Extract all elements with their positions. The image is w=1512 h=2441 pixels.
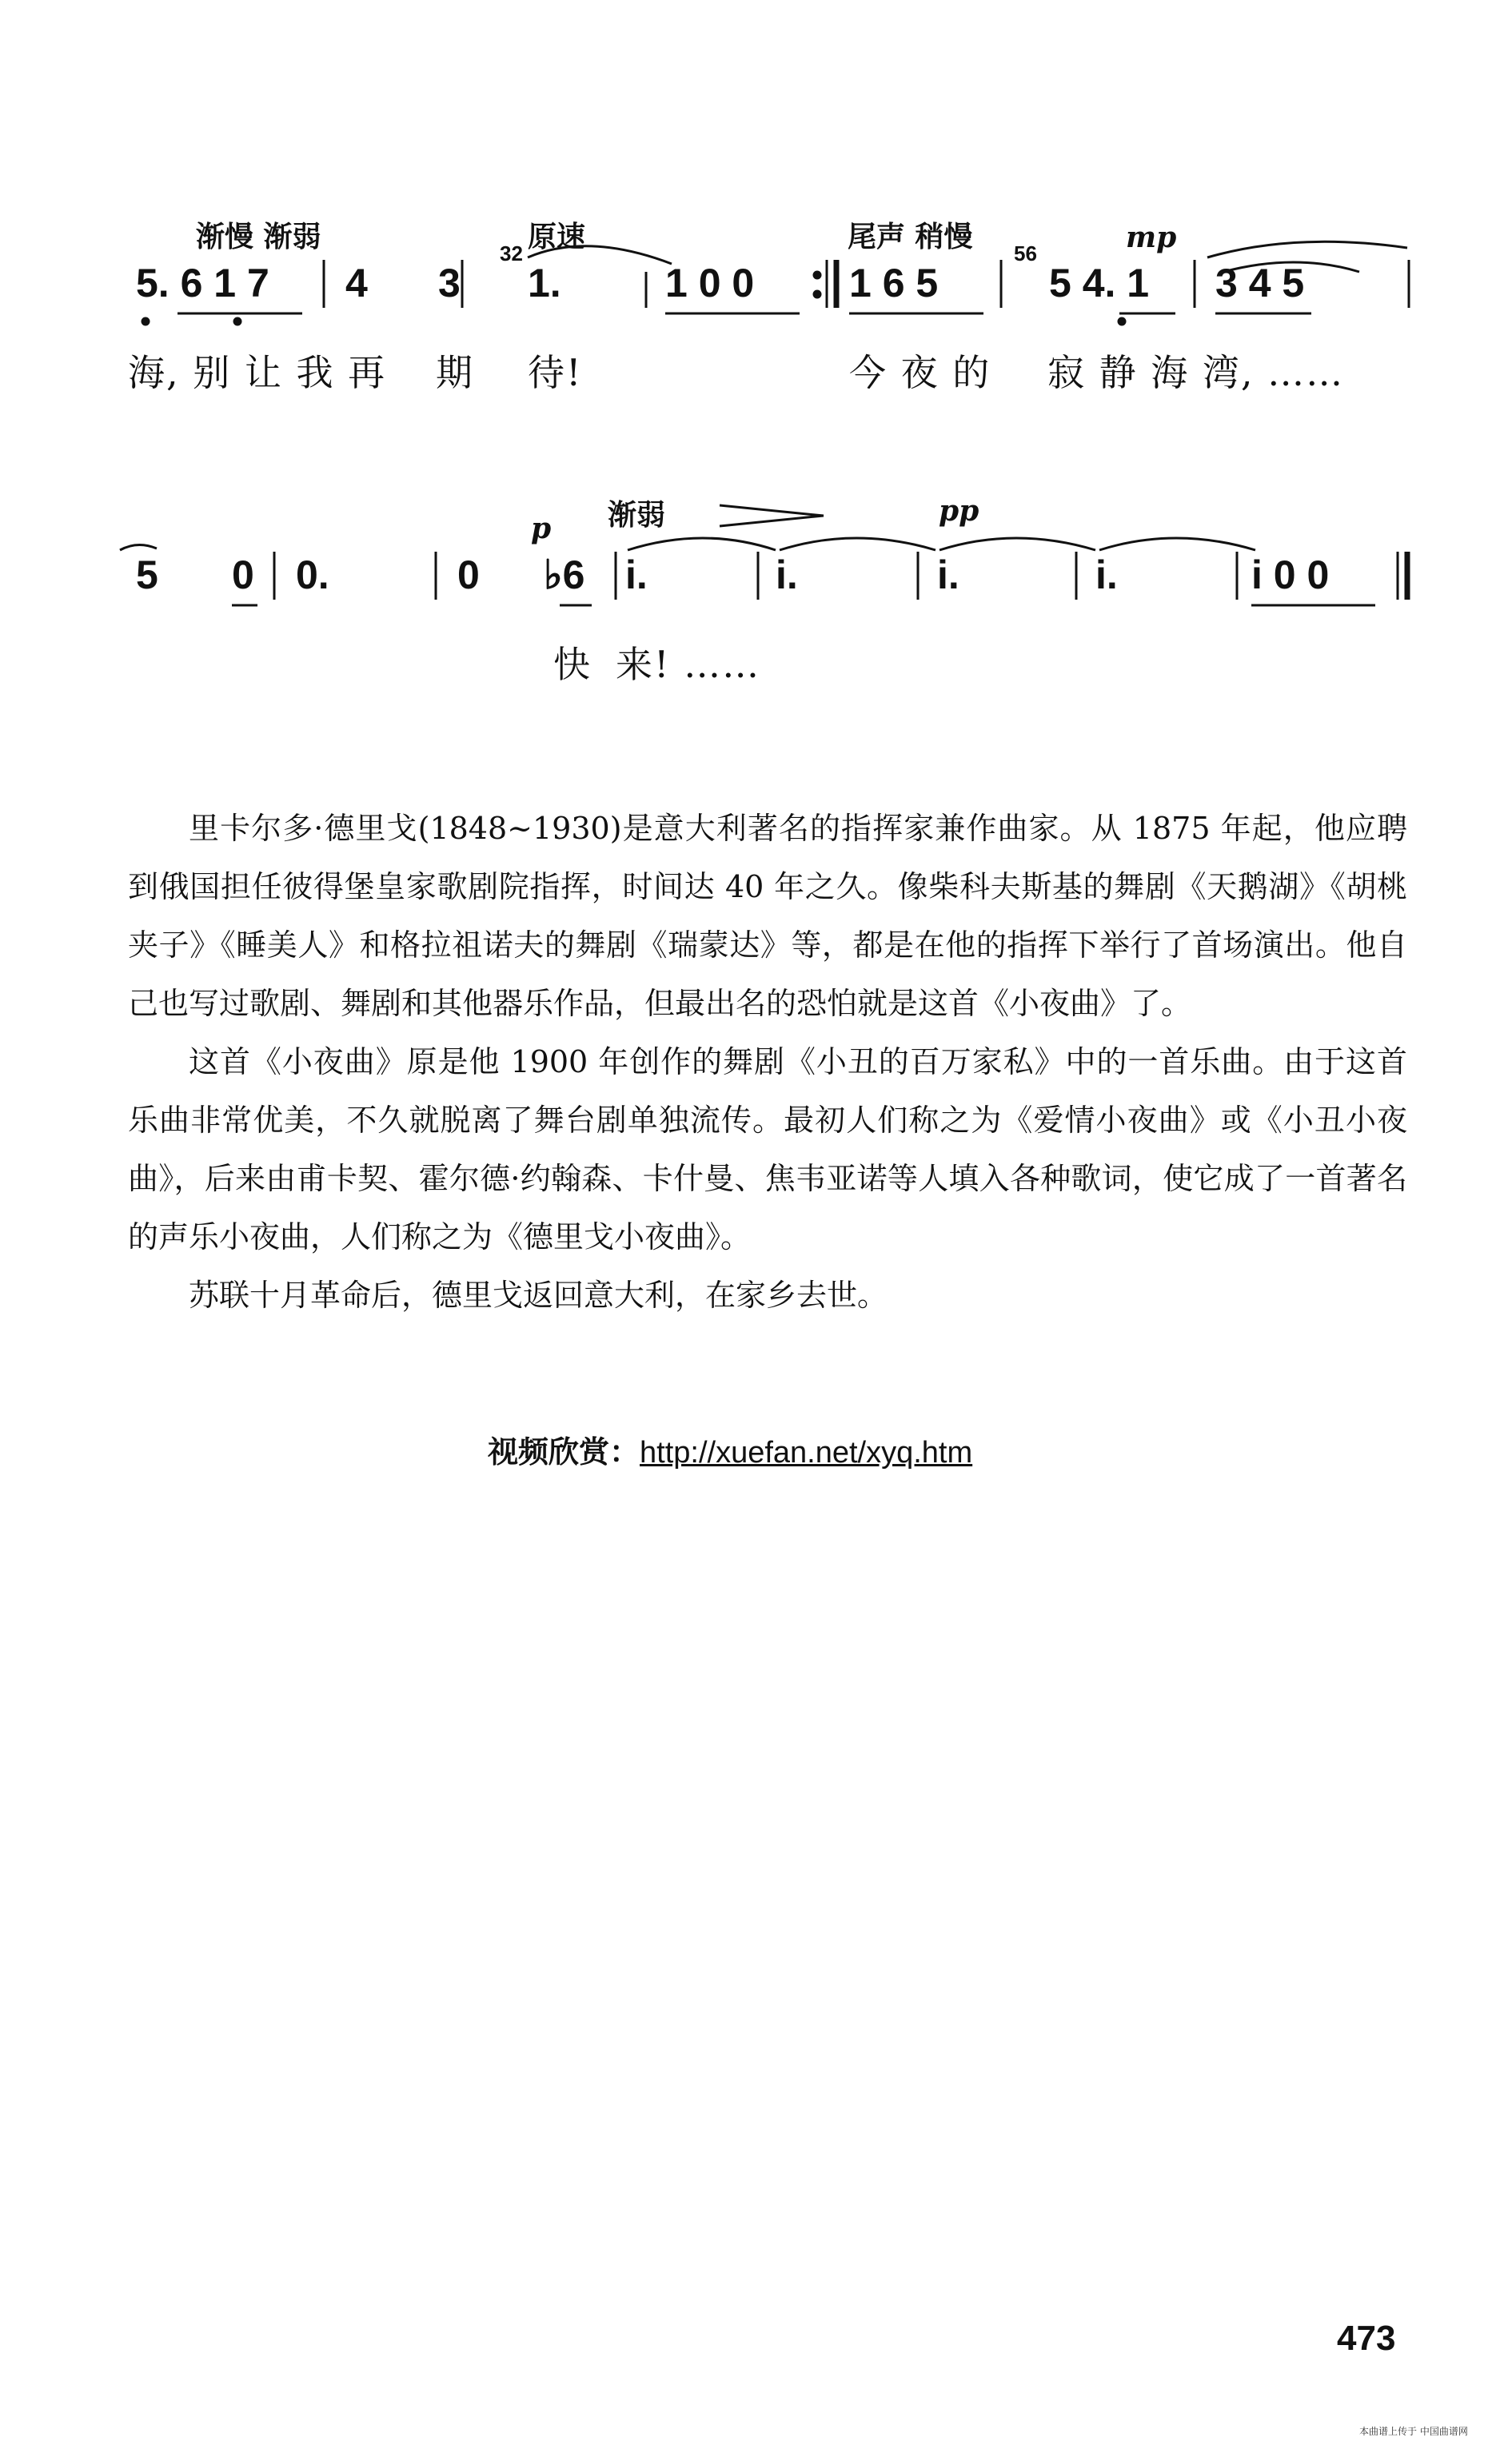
tempo-mark-coda: 尾声 稍慢 (848, 221, 973, 253)
note-3: 0. (296, 552, 329, 597)
lyric-1: 海, 别 让 我 再 (128, 351, 387, 394)
measure-number-32: 32 (500, 241, 523, 265)
note-5: ♭6 (544, 552, 585, 597)
lyric-3: 待! (528, 351, 583, 394)
notes-group-1: 5. 6 1 7 (136, 261, 269, 305)
dynamic-fade: 渐弱 (608, 499, 666, 532)
notes-group-7: 5 4. 1 (1049, 261, 1150, 305)
footer-watermark: 本曲谱上传于 中国曲谱网 (1359, 2426, 1468, 2437)
lyric-6: 快 (553, 643, 592, 686)
video-label: 视频欣赏： (488, 1434, 640, 1470)
paragraph-2: 这首《小夜曲》原是他 1900 年创作的舞剧《小丑的百万家私》中的一首乐曲。由于这首乐曲非常优美，不久就脱离了舞台剧单独流传。最初人们称之为《爱情小夜曲》或《小丑小夜曲》，后来由甫卡契、霍尔德·约翰森、卡什曼、焦韦亚诺等人填入各种歌词，使它成了一首著名的声乐小夜曲，人们称之为《德里戈小夜曲》。 (128, 1044, 1407, 1254)
lyric-4: 今 夜 的 (849, 351, 991, 394)
dynamic-mp: mp (1126, 221, 1177, 254)
note-2: 0 (232, 552, 254, 597)
note-7: i. (776, 552, 798, 597)
lyric-2: 期 (436, 351, 474, 394)
score-graphics (0, 0, 1512, 800)
notes-group-4: 1. (528, 261, 561, 305)
lyric-7: 来! …… (616, 643, 761, 686)
video-line (488, 1427, 972, 1471)
notes-group-2: 4 (345, 261, 368, 305)
notes-group-5: 1 0 0 (665, 261, 755, 305)
paragraph-3: 苏联十月革命后，德里戈返回意大利，在家乡去世。 (189, 1278, 888, 1313)
video-link[interactable]: http://xuefan.net/xyq.htm (640, 1436, 973, 1470)
paragraph-1: 里卡尔多·德里戈(1848~1930)是意大利著名的指挥家兼作曲家。从 1875 年起，他应聘到俄国担任彼得堡皇家歌剧院指挥，时间达 40 年之久。像柴科夫斯基的舞剧《天鹅湖》《胡桃夹子》《睡美人》和格拉祖诺夫的舞剧《瑞蒙达》等，都是在他的指挥下举行了首场演出。他自己也写过歌剧、舞剧和其他器乐作品，但最出名的恐怕就是这首《小夜曲》了。 (128, 811, 1407, 1021)
tempo-mark-slow-soft: 渐慢 渐弱 (196, 221, 321, 253)
article-body (128, 800, 1407, 1325)
note-4: 0 (457, 552, 480, 597)
measure-number-56: 56 (1014, 241, 1037, 265)
page-number: 473 (1337, 2319, 1396, 2358)
notes-group-8: 3 4 5 (1215, 261, 1305, 305)
note-9: i. (1095, 552, 1118, 597)
notes-group-6: 1 6 5 (849, 261, 939, 305)
lyric-5: 寂 静 海 湾, …… (1047, 351, 1345, 394)
note-8: i. (937, 552, 959, 597)
note-1: 5 (136, 552, 158, 597)
dynamic-pp: pp (939, 494, 979, 528)
note-6: i. (625, 552, 648, 597)
tempo-mark-original: 原速 (528, 221, 586, 253)
notes-group-3: 3 (438, 261, 461, 305)
note-10: i 0 0 (1251, 552, 1330, 597)
dynamic-p: p (531, 512, 552, 545)
